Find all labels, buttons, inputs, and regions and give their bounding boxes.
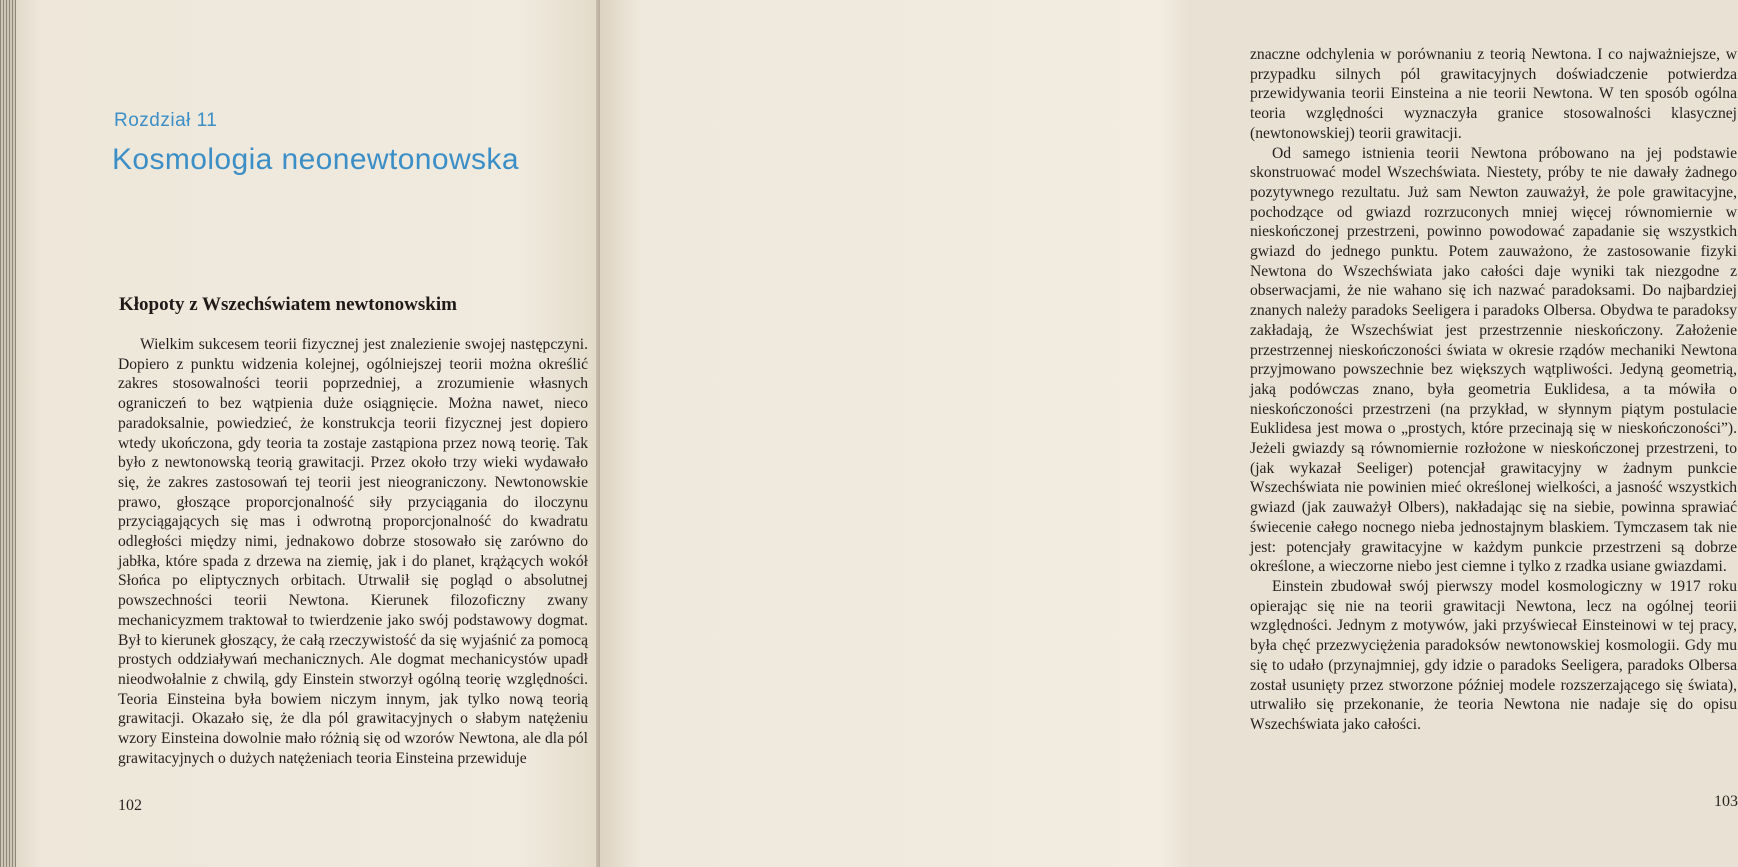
paragraph: Einstein zbudował swój pierwszy model kosmologiczny w 1917 roku opierając się nie na teorii grawitacji Newtona, lecz na ogólnej teorii względności. Jednym z motywów, jaki przyświecał Einsteinowi w tej pracy, była chęć przezwyciężenia paradoksów newtonowskiej kosmologii. Gdy mu się to udało (przynajmniej, gdy idzie o paradoks Seeligera, paradoks Olbersa został usunięty przez stworzone później modele rozszerzającego się świata), utrwaliło się przekonanie, że teoria Newtona nie nadaje się do opisu Wszechświata jako całości. [1250,577,1737,733]
left-page-body [118,335,588,768]
right-page [600,0,1738,867]
paragraph: Wielkim sukcesem teorii fizycznej jest znalezienie swojej następczyni. Dopiero z punktu widzenia kolejnej, ogólniejszej teorii można określić zakres stosowalności teorii poprzedniej, a zrozumienie własnych ograniczeń to bez wątpienia duże osiągnięcie. Można nawet, nieco paradoksalnie, powiedzieć, że konstrukcja teorii fizycznej jest dopiero wtedy ukończona, gdy teoria ta zostaje zastąpiona przez nową teorię. Tak było z newtonowską teorią grawitacji. Przez około trzy wieki wydawało się, że zakres zastosowań tej teorii jest nieograniczony. Newtonowskie prawo, głoszące proporcjonalność siły przyciągania do iloczynu przyciągających się mas i odwrotną proporcjonalność do kwadratu odległości między nimi, jednakowo dobrze stosowało się zarówno do jabłka, które spada z drzewa na ziemię, jak i do planet, krążących wokół Słońca po eliptycznych orbitach. Utrwalił się pogląd o absolutnej powszechności teorii Newtona. Kierunek filozoficzny zwany mechanicyzmem traktował to twierdzenie jako swój podstawowy dogmat. Był to kierunek głoszący, że całą rzeczywistość da się wyjaśnić za pomocą prostych oddziaływań mechanicznych. Ale dogmat mechanicystów upadł nieodwołalnie z chwilą, gdy Einstein stworzył ogólną teorię względności. Teoria Einsteina była bowiem niczym innym, jak tylko nową teorią grawitacji. Okazało się, że dla pól grawitacyjnych o słabym natężeniu wzory Einsteina dowolnie mało różnią się od wzorów Newtona, ale dla pól grawitacyjnych o dużych natężeniach teoria Einsteina przewiduje [118,336,588,767]
page-edges [0,0,16,867]
section-title: Kłopoty z Wszechświatem newtonowskim [119,294,457,315]
page-number-right: 103 [1714,793,1738,810]
chapter-label: Rozdział 11 [114,110,218,131]
paragraph: Od samego istnienia teorii Newtona próbowano na jej podstawie skonstruować model Wszechświata. Niestety, próby te nie dawały żadnego pozytywnego rezultatu. Już sam Newton zauważył, że pole grawitacyjne, pochodzące od gwiazd rozrzuconych mniej więcej równomiernie w nieskończonej przestrzeni, powinno powodować zapadanie się wszystkich gwiazd do jednego punktu. Potem zauważono, że zastosowanie fizyki Newtona do Wszechświata jako całości daje wyniki tak niezgodne z obserwacjami, że nie wahano się ich nazwać paradoksami. Do najbardziej znanych należy paradoks Seeligera i paradoks Olbersa. Obydwa te paradoksy zakładają, że Wszechświat jest przestrzennie nieskończony. Założenie przestrzennej nieskończoności świata w okresie rządów mechaniki Newtona przyjmowano powszechnie bez większych wątpliwości. Jedyną geometrią, jaką podówczas znano, była geometria Euklidesa, a ta mówiła o nieskończoności przestrzeni (na przykład, w słynnym piątym postulacie Euklidesa jest mowa o „prostych, które przecinają się w nieskończoności”). Jeżeli gwiazdy są równomiernie rozłożone w nieskończonej przestrzeni, to (jak wykazał Seeliger) potencjał grawitacyjny w żadnym punkcie Wszechświata nie powinien mieć określonej wielkości, a jasność wszystkich gwiazd (jak zauważył Olbers), nakładając się na siebie, powinna sprawiać świecenie całego nocnego nieba jednostajnym blaskiem. Tymczasem tak nie jest: potencjały grawitacyjne w każdym punkcie przestrzeni są dobrze określone, a wieczorne niebo jest ciemne i tylko z rzadka usiane gwiazdami. [1250,144,1737,576]
paragraph: znaczne odchylenia w porównaniu z teorią Newtona. I co najważniejsze, w przypadku silnych pól grawitacyjnych doświadczenie potwierdza przewidywania teorii Einsteina a nie teorii Newtona. W ten sposób ogólna teoria względności wyznaczyła granice stosowalności klasycznej (newtonowskiej) teorii grawitacji. [1250,46,1737,142]
page-number-left: 102 [118,797,142,814]
left-page [0,0,600,867]
right-page-body [1250,45,1737,735]
chapter-title: Kosmologia neonewtonowska [112,143,519,176]
